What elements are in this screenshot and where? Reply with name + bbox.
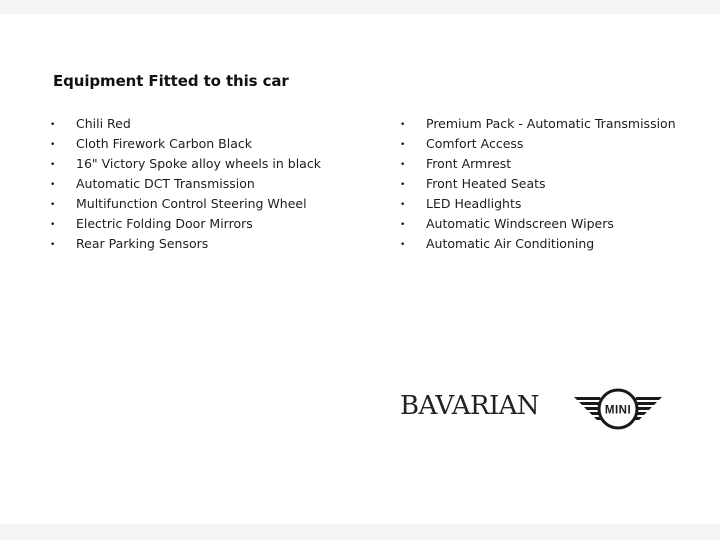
dealer-brand — [400, 386, 670, 440]
list-item — [50, 234, 370, 254]
list-item — [400, 154, 700, 174]
bullet-icon: • — [50, 240, 56, 250]
equipment-heading: Equipment Fitted to this car — [53, 72, 289, 90]
list-item — [50, 214, 370, 234]
bullet-icon: • — [400, 200, 406, 210]
list-item-label: Electric Folding Door Mirrors — [76, 216, 253, 231]
mini-wings-logo-icon — [572, 386, 664, 432]
bullet-icon: • — [400, 240, 406, 250]
equipment-list-right — [400, 114, 700, 254]
list-item-label: Front Heated Seats — [426, 176, 546, 191]
list-item — [50, 194, 370, 214]
equipment-list-left — [50, 114, 370, 254]
bullet-icon: • — [50, 180, 56, 190]
list-item-label: Automatic Air Conditioning — [426, 236, 595, 251]
mini-logo-text: MINI — [604, 404, 632, 417]
list-item — [50, 114, 370, 134]
list-item — [400, 214, 700, 234]
bullet-icon: • — [50, 220, 56, 230]
document-page — [0, 14, 720, 524]
bullet-icon: • — [50, 140, 56, 150]
dealer-name: BAVARIAN — [400, 391, 539, 421]
bullet-icon: • — [400, 140, 406, 150]
list-item — [50, 174, 370, 194]
list-item — [50, 154, 370, 174]
bullet-icon: • — [400, 180, 406, 190]
list-item-label: Rear Parking Sensors — [76, 236, 209, 251]
list-item — [400, 234, 700, 254]
list-item-label: Comfort Access — [426, 136, 524, 151]
list-item-label: LED Headlights — [426, 196, 522, 211]
list-item-label: Chili Red — [76, 116, 131, 131]
list-item — [400, 194, 700, 214]
list-item-label: 16" Victory Spoke alloy wheels in black — [76, 156, 321, 171]
bullet-icon: • — [400, 160, 406, 170]
list-item-label: Premium Pack - Automatic Transmission — [426, 116, 676, 131]
list-item-label: Multifunction Control Steering Wheel — [76, 196, 307, 211]
list-item — [400, 134, 700, 154]
list-item — [50, 134, 370, 154]
list-item — [400, 174, 700, 194]
list-item-label: Cloth Firework Carbon Black — [76, 136, 253, 151]
bullet-icon: • — [50, 160, 56, 170]
list-item-label: Front Armrest — [426, 156, 512, 171]
bullet-icon: • — [400, 220, 406, 230]
bullet-icon: • — [50, 120, 56, 130]
bullet-icon: • — [400, 120, 406, 130]
bullet-icon: • — [50, 200, 56, 210]
list-item — [400, 114, 700, 134]
list-item-label: Automatic DCT Transmission — [76, 176, 255, 191]
list-item-label: Automatic Windscreen Wipers — [426, 216, 614, 231]
